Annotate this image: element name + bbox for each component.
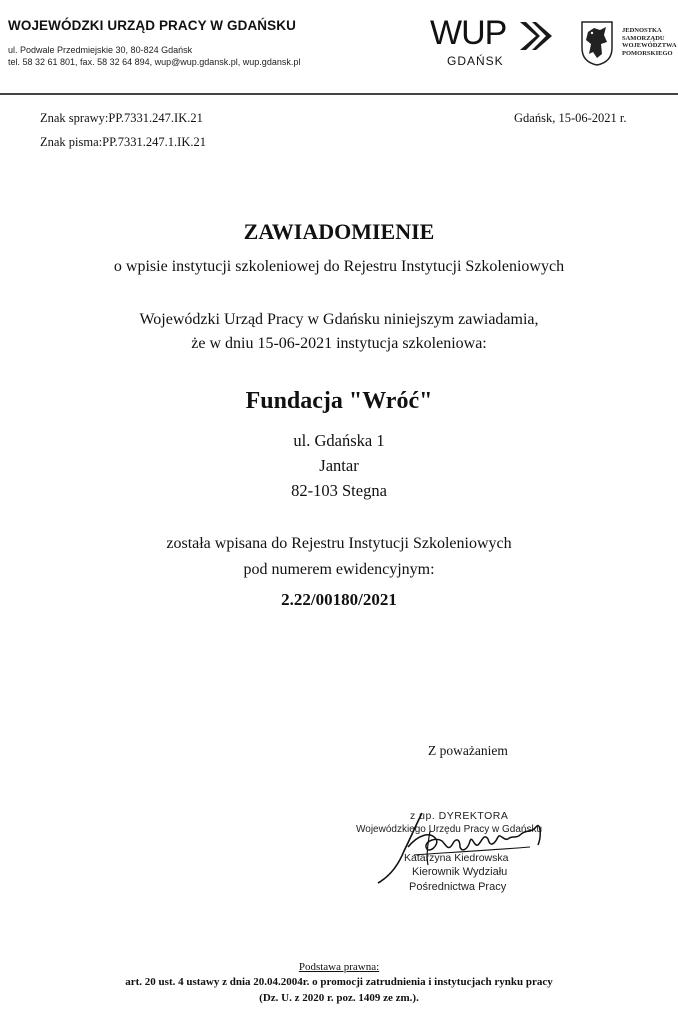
institution-title: Fundacja "Wróć" bbox=[245, 388, 433, 414]
stamp-line-1: z up. DYREKTORA bbox=[410, 810, 509, 822]
closing-phrase: Z poważaniem bbox=[428, 743, 508, 758]
institution-name: WOJEWÓDZKI URZĄD PRACY W GDAŃSKU bbox=[8, 18, 296, 33]
gov-label bbox=[622, 27, 678, 57]
gov-line: POMORSKIEGO bbox=[622, 49, 673, 57]
outro-line-1: została wpisana do Rejestru Instytucji Szkoleniowych bbox=[166, 535, 512, 552]
legal-line-1: art. 20 ust. 4 ustawy z dnia 20.04.2004r. o promocji zatrudnienia i instytucjach rynku pracy bbox=[125, 976, 553, 988]
legal-line-2: (Dz. U. z 2020 r. poz. 1409 ze zm.). bbox=[259, 992, 419, 1004]
signature-icon bbox=[370, 795, 570, 890]
logo-subtext: GDAŃSK bbox=[447, 54, 504, 68]
gov-line: JEDNOSTKA bbox=[622, 27, 662, 34]
contact-line: tel. 58 32 61 801, fax. 58 32 64 894, wup@wup.gdansk.pl, wup.gdansk.pl bbox=[8, 57, 301, 67]
institution-address bbox=[8, 44, 300, 68]
registration-number: 2.22/00180/2021 bbox=[281, 590, 397, 609]
stamp-line-2: Wojewódzkiego Urzędu Pracy w Gdańsku bbox=[356, 824, 543, 835]
institution-postal: 82-103 Stegna bbox=[291, 481, 387, 500]
gov-line: WOJEWÓDZTWA bbox=[622, 42, 677, 49]
intro-line-1: Wojewódzki Urząd Pracy w Gdańsku niniejszym zawiadamia, bbox=[139, 311, 539, 328]
logo-text: WUP bbox=[430, 14, 507, 52]
letter-number: Znak pisma:PP.7331.247.1.IK.21 bbox=[40, 135, 206, 149]
place-date: Gdańsk, 15-06-2021 r. bbox=[514, 111, 627, 125]
stamp-line-3: Katarzyna Kiedrowska bbox=[404, 852, 509, 864]
document-title: ZAWIADOMIENIE bbox=[243, 219, 435, 244]
stamp-line-4: Kierownik Wydziału bbox=[412, 866, 508, 878]
address-line: ul. Podwale Przedmiejskie 30, 80-824 Gdańsk bbox=[8, 45, 193, 55]
stamp-line-5: Pośrednictwa Pracy bbox=[409, 881, 507, 893]
legal-label: Podstawa prawna: bbox=[298, 961, 380, 973]
institution-city: Jantar bbox=[319, 456, 359, 475]
document-subtitle: o wpisie instytucji szkoleniowej do Rejestru Instytucji Szkoleniowych bbox=[113, 258, 565, 275]
logo-arrow-icon bbox=[518, 20, 554, 52]
case-number: Znak sprawy:PP.7331.247.IK.21 bbox=[40, 111, 203, 125]
wup-logo bbox=[430, 14, 554, 70]
header-divider bbox=[0, 93, 678, 95]
coat-of-arms-icon bbox=[580, 20, 614, 66]
intro-line-2: że w dniu 15-06-2021 instytucja szkoleniowa: bbox=[191, 335, 487, 352]
gov-line: SAMORZĄDU bbox=[622, 34, 665, 42]
institution-street: ul. Gdańska 1 bbox=[293, 431, 385, 450]
outro-line-2: pod numerem ewidencyjnym: bbox=[243, 561, 435, 578]
